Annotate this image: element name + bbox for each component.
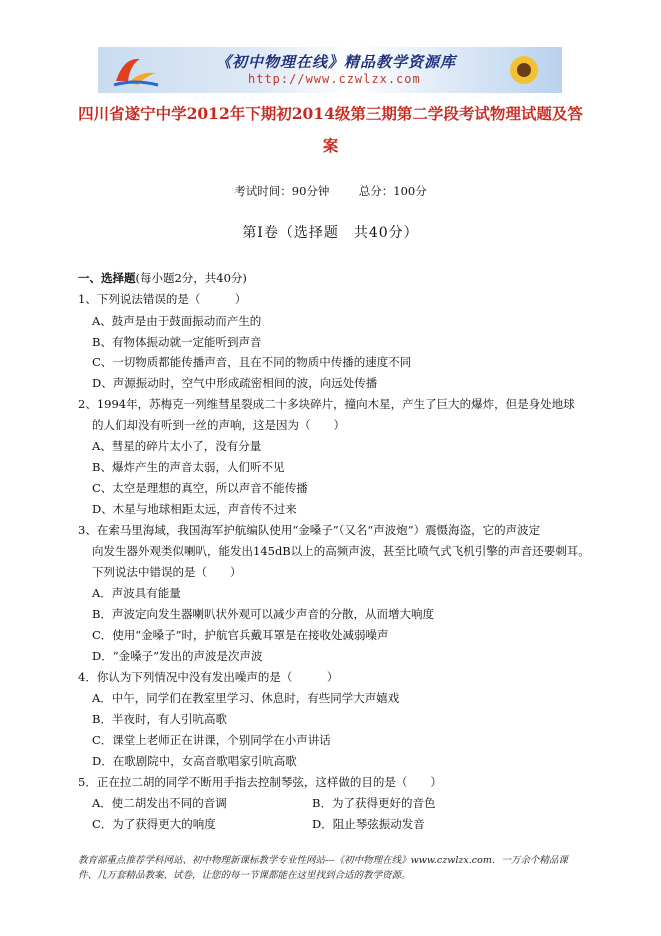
- question-1-stem: 1、下列说法错误的是（ ）: [78, 292, 247, 306]
- header-banner: [98, 47, 562, 93]
- question-1-option-b: B、有物体振动就一定能听到声音: [92, 335, 262, 349]
- part-title: 第Ⅰ卷（选择题 共40分）: [242, 225, 419, 241]
- document-title-line-2: 案: [322, 136, 339, 155]
- footer-line-1: 教育部重点推荐学科网站、初中物理新课标教学专业性网站---《初中物理在线》www.czwlzx.com．一万余个精品课: [78, 855, 568, 866]
- question-5-stem: 5．正在拉二胡的同学不断用手指去控制琴弦，这样做的目的是（ ）: [78, 775, 442, 789]
- question-2-stem-line-2: 的人们却没有听到一丝的声响，这是因为（ ）: [92, 418, 345, 432]
- question-3-option-a: A．声波具有能量: [92, 586, 181, 600]
- banner-title: 《初中物理在线》精品教学资源库: [216, 53, 457, 71]
- question-5-option-a: A．使二胡发出不同的音调: [92, 796, 227, 810]
- section-heading: [78, 270, 247, 286]
- sunflower-icon: [504, 51, 544, 89]
- question-5-option-c: C．为了获得更大的响度: [92, 817, 216, 831]
- question-5-option-b: B．为了获得更好的音色: [312, 796, 436, 810]
- banner-url[interactable]: http://www.czwlzx.com: [248, 72, 421, 86]
- question-4-option-c: C．课堂上老师正在讲课，个别同学在小声讲话: [92, 733, 331, 747]
- question-3-stem-line-2: 向发生器外观类似喇叭，能发出145dB以上的高频声波，甚至比喷气式飞机引擎的声音还要刺耳。: [92, 544, 590, 558]
- question-3-stem-line-1: 3、在索马里海域，我国海军护航编队使用“金嗓子”（又名“声波炮”）震慑海盗，它的声波定: [78, 523, 541, 537]
- question-1-option-d: D、声源振动时，空气中形成疏密相间的波，向远处传播: [92, 376, 378, 390]
- question-3-option-d: D．“金嗓子”发出的声波是次声波: [92, 649, 263, 663]
- footer-line-2: 件、几万套精品教案、试卷，让您的每一节课都能在这里找到合适的教学资源。: [78, 870, 411, 881]
- question-2-option-a: A、彗星的碎片太小了，没有分量: [92, 439, 262, 453]
- question-1-option-a: A、鼓声是由于鼓面振动而产生的: [92, 314, 262, 328]
- question-3-stem-line-3: 下列说法中错误的是（ ）: [92, 565, 242, 579]
- question-4-option-b: B．半夜时，有人引吭高歌: [92, 712, 227, 726]
- total-score: 总分：100分: [358, 184, 427, 198]
- question-2-option-c: C、太空是理想的真空，所以声音不能传播: [92, 481, 308, 495]
- question-3-option-b: B．声波定向发生器喇叭状外观可以减少声音的分散，从而增大响度: [92, 607, 434, 621]
- document-title-line-1: 四川省遂宁中学2012年下期初2014级第三期第二学段考试物理试题及答: [78, 104, 583, 123]
- question-2-option-d: D、木星与地球相距太远，声音传不过来: [92, 502, 297, 516]
- section-name: 一、选择题: [78, 271, 136, 285]
- exam-time: 考试时间：90分钟: [234, 184, 330, 198]
- question-4-stem: 4．你认为下列情况中没有发出噪声的是（ ）: [78, 670, 339, 684]
- question-3-option-c: C．使用“金嗓子”时，护航官兵戴耳罩是在接收处减弱噪声: [92, 628, 389, 642]
- section-note: (每小题2分，共40分): [135, 271, 247, 285]
- question-4-option-a: A．中午，同学们在教室里学习、休息时，有些同学大声嬉戏: [92, 691, 400, 705]
- question-5-option-d: D．阻止琴弦振动发音: [312, 817, 425, 831]
- question-1-option-c: C、一切物质都能传播声音，且在不同的物质中传播的速度不同: [92, 355, 412, 369]
- question-2-stem-line-1: 2、1994年，苏梅克一列维彗星裂成二十多块碎片，撞向木星，产生了巨大的爆炸，但是身处地球: [78, 397, 575, 411]
- logo-icon: [110, 51, 162, 89]
- exam-meta: [0, 183, 661, 199]
- question-4-option-d: D．在歌剧院中，女高音歌唱家引吭高歌: [92, 754, 297, 768]
- question-2-option-b: B、爆炸产生的声音太弱，人们听不见: [92, 460, 285, 474]
